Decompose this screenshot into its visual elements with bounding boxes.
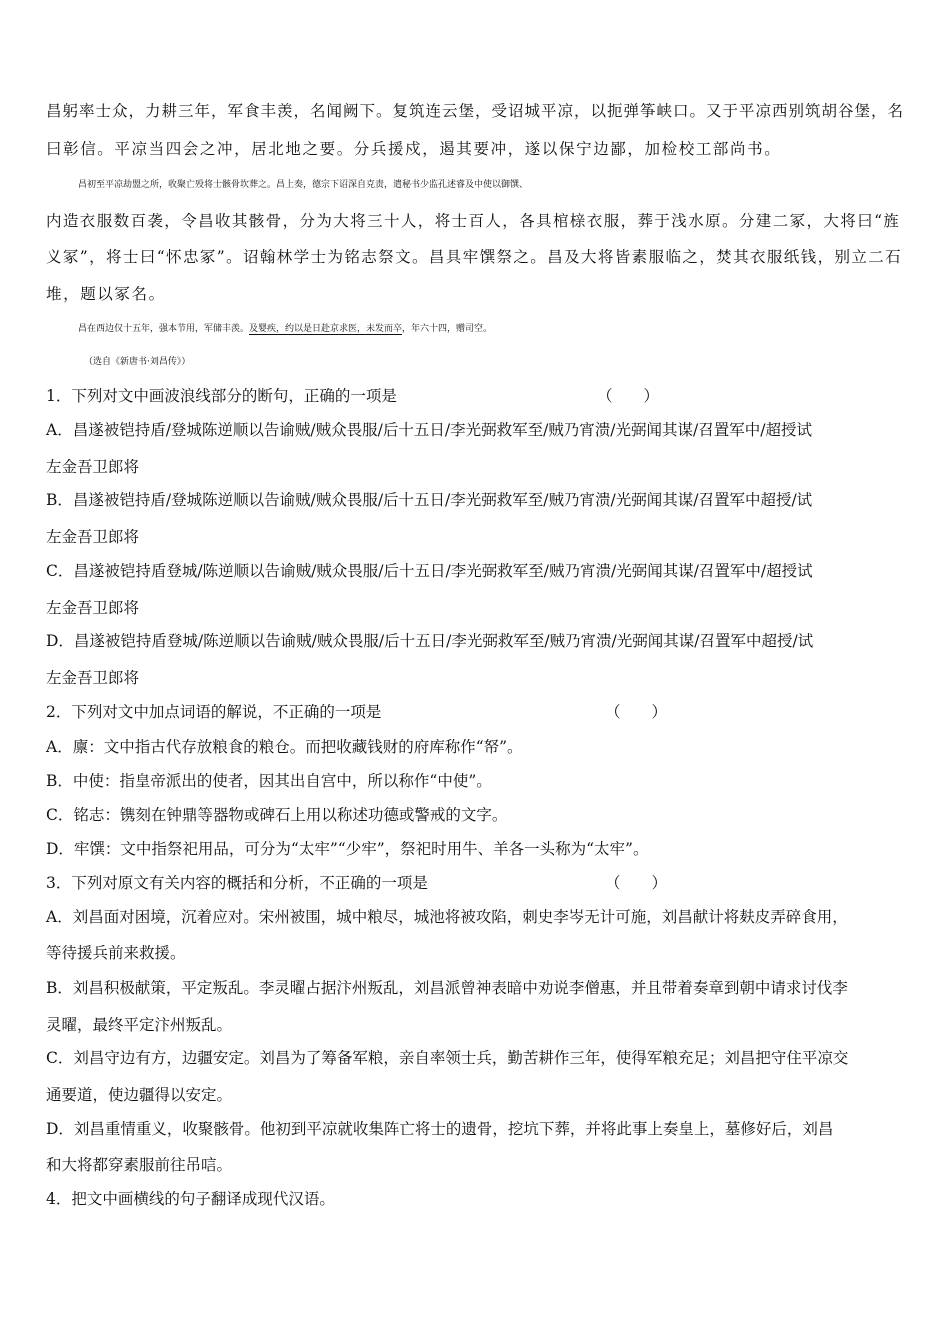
question-3-option-c-line2: 通要道，使边疆得以安定。 (46, 1086, 233, 1104)
passage-p3-after: ，年六十四，赠司空。 (402, 324, 493, 334)
underlined-sentence: 及婴疾，约以是日赴京求医，未发而卒 (249, 324, 403, 334)
question-1-answer-paren[interactable]: （ ） (597, 387, 660, 405)
question-2-option-d: D．牢馔：文中指祭祀用品，可分为“太牢”“少牢”，祭祀时用牛、羊各一头称为“太牢”。 (46, 840, 649, 858)
question-1-option-c-line1: C．昌遂被铠持盾登城/陈逆顺以告谕贼/贼众畏服/后十五日/李光弼救军至/贼乃宵溃/光弼闻其谋/召置军中/超授试 (46, 562, 813, 580)
question-2-option-a: A．廪：文中指古代存放粮食的粮仓。而把收藏钱财的府库称作“帑”。 (46, 738, 523, 756)
question-1-option-a-line1: A．昌遂被铠持盾/登城陈逆顺以告谕贼/贼众畏服/后十五日/李光弼救军至/贼乃宵溃/光弼闻其谋/召置军中/超授试 (46, 421, 812, 439)
passage-p2-line1: 昌初至平凉劫盟之所，收聚亡殁将士骸骨坎葬之。昌上奏，德宗下诏深自克责，遣秘书少监孔述睿及中使以御馔、 (78, 180, 529, 190)
passage-p3-before: 昌在西边仅十五年，强本节用，军储丰羡。 (78, 324, 250, 334)
question-2-answer-paren[interactable]: （ ） (605, 703, 668, 721)
question-4-stem: 4．把文中画横线的句子翻译成现代汉语。 (46, 1190, 335, 1208)
question-3-option-b-line1: B．刘昌积极献策，平定叛乱。李灵曜占据汴州叛乱，刘昌派曾神表暗中劝说李僧惠，并且带着奏章到朝中请求讨伐李 (46, 979, 848, 997)
passage-p1-line1: 昌躬率士众，力耕三年，军食丰羡，名闻阙下。复筑连云堡，受诏城平凉，以扼弹筝峡口。又于平凉西别筑胡谷堡，名 (46, 102, 905, 120)
question-3-option-d-line1: D．刘昌重情重义，收聚骸骨。他初到平凉就收集阵亡将士的遗骨，挖坑下葬，并将此事上奏皇上，墓修好后，刘昌 (46, 1120, 834, 1138)
question-3-stem: 3．下列对原文有关内容的概括和分析，不正确的一项是 (46, 874, 428, 892)
question-1-option-a-line2: 左金吾卫郎将 (46, 458, 140, 476)
passage-p2-line2: 内造衣服数百袭，令昌收其骸骨，分为大将三十人，将士百人，各具棺榇衣服，葬于浅水原。分建二冢，大将曰“旌 (46, 212, 901, 230)
question-3-answer-paren[interactable]: （ ） (605, 874, 668, 892)
question-3-option-d-line2: 和大将都穿素服前往吊唁。 (46, 1156, 233, 1174)
passage-p2-line4: 堆，题以冢名。 (46, 285, 166, 303)
question-2-option-c: C．铭志：镌刻在钟鼎等器物或碑石上用以称述功德或警戒的文字。 (46, 806, 508, 824)
passage-p3 (78, 319, 940, 339)
question-3-option-a-line2: 等待援兵前来救援。 (46, 944, 186, 962)
question-2-option-b: B．中使：指皇帝派出的使者，因其出自宫中，所以称作“中使”。 (46, 772, 492, 790)
question-1-option-b-line2: 左金吾卫郎将 (46, 528, 140, 546)
question-1-option-c-line2: 左金吾卫郎将 (46, 599, 140, 617)
question-2-stem: 2．下列对文中加点词语的解说，不正确的一项是 (46, 703, 382, 721)
passage-source: （选自《新唐书·刘昌传》） (84, 357, 191, 367)
question-1-option-d-line1: D．昌遂被铠持盾登城/陈逆顺以告谕贼/贼众畏服/后十五日/李光弼救军至/贼乃宵溃/光弼闻其谋/召置军中超授/试 (46, 632, 814, 650)
question-3-option-b-line2: 灵曜，最终平定汴州叛乱。 (46, 1016, 233, 1034)
question-1-option-b-line1: B．昌遂被铠持盾/登城陈逆顺以告谕贼/贼众畏服/后十五日/李光弼救军至/贼乃宵溃/光弼闻其谋/召置军中超授/试 (46, 491, 813, 509)
question-1-stem: 1．下列对文中画波浪线部分的断句，正确的一项是 (46, 387, 397, 405)
question-1-option-d-line2: 左金吾卫郎将 (46, 669, 140, 687)
passage-p1-line2: 曰彰信。平凉当四会之冲，居北地之要。分兵援戍，遏其要冲，遂以保宁边鄙，加检校工部尚书。 (46, 140, 782, 158)
question-3-option-a-line1: A．刘昌面对困境，沉着应对。宋州被围，城中粮尽，城池将被攻陷，刺史李岑无计可施，刘昌献计将麸皮弄碎食用， (46, 908, 848, 926)
passage-p2-line3: 义冢”，将士曰“怀忠冢”。诏翰林学士为铭志祭文。昌具牢馔祭之。昌及大将皆素服临之，焚其衣服纸钱，别立二石 (46, 248, 903, 266)
question-3-option-c-line1: C．刘昌守边有方，边疆安定。刘昌为了筹备军粮，亲自率领士兵，勤苦耕作三年，使得军粮充足；刘昌把守住平凉交 (46, 1049, 849, 1067)
